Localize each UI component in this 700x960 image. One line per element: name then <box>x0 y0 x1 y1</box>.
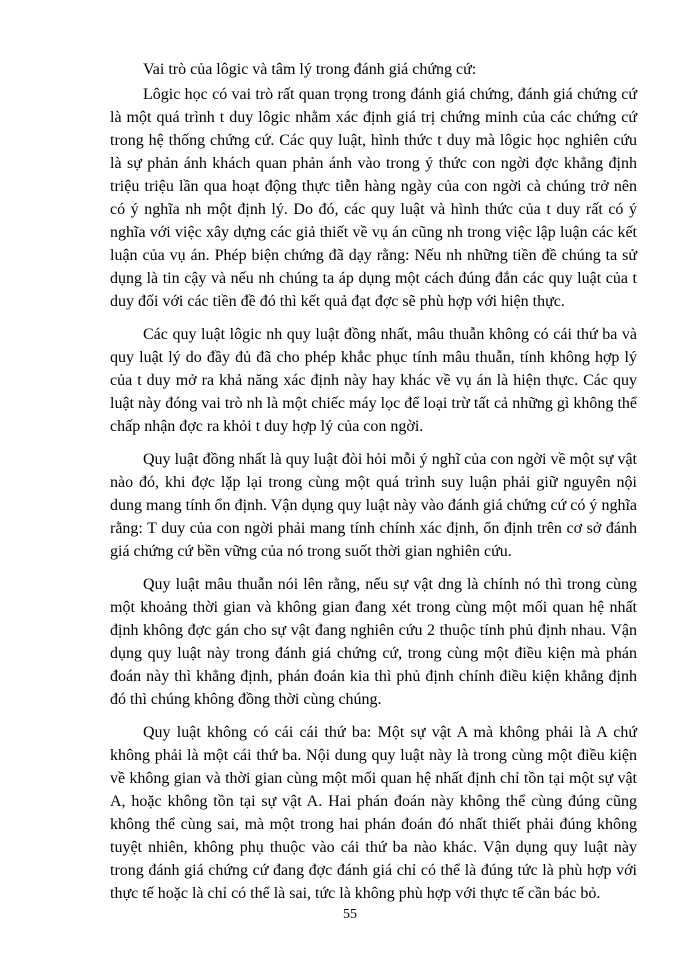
page-number: 55 <box>343 907 357 922</box>
section-heading: Vai trò của lôgic và tâm lý trong đánh giá chứng cứ: <box>143 61 477 78</box>
paragraph-logic-role: Lôgic học có vai trò rất quan trọng trong đánh giá chứng, đánh giá chứng cứ là một quá trình t duy lôgic nhằm xác định giá trị chứng minh của các chứng cứ trong hệ thống chứng cứ. Các quy luật, hình thức t duy mà lôgic học nghiên cứu là sự phản ánh khách quan phản ánh vào trong ý thức con ngời đợc khẳng định triệu triệu lần qua hoạt động thực tiễn hàng ngày của con ngời cà chúng trở nên có ý nghĩa nh một định lý. Do đó, các quy luật và hình thức của t duy rất có ý nghĩa với việc xây dựng các giả thiết về vụ án cũng nh trong việc lập luận các kết luận của vụ án. Phép biện chứng đã dạy rằng: Nếu nh những tiền đề chúng ta sử dụng là tin cậy và nếu nh chúng ta áp dụng một cách đúng đắn các quy luật của t duy đối với các tiền đề đó thì kết quả đạt đợc sẽ phù hợp với hiện thực. <box>110 86 637 310</box>
paragraph-excluded-middle-law: Quy luật không có cái cái thứ ba: Một sự vật A mà không phải là A chứ không phải là một cái thứ ba. Nội dung quy luật này là trong cùng một điều kiện về không gian và thời gian cùng một mối quan hệ nhất định chỉ tồn tại một sự vật A, hoặc không tồn tại sự vật A. Hai phán đoán này không thể cùng đúng cũng không thể cùng sai, mà một trong hai phán đoán đó nhất thiết phải đúng không tuyệt nhiên, không phụ thuộc vào cái thứ ba nào khác. Vận dụng quy luật này trong đánh giá chứng cứ đang đợc đánh giá chỉ có thể là đúng tức là phù hợp với thực tế hoặc là chỉ có thể là sai, tức là không phù hợp với thực tế cần bác bỏ. <box>110 724 637 902</box>
paragraph-logic-laws: Các quy luật lôgic nh quy luật đồng nhất, mâu thuẫn không có cái thứ ba và quy luật lý do đầy đủ đã cho phép khắc phục tính mâu thuẫn, tính không hợp lý của t duy mở ra khả năng xác định này hay khác về vụ án là hiện thực. Các quy luật này đóng vai trò nh là một chiếc máy lọc để loại trừ tất cả những gì không thể chấp nhận đợc ra khỏi t duy hợp lý của con ngời. <box>110 326 637 435</box>
paragraph-contradiction-law: Quy luật mâu thuẫn nói lên rằng, nếu sự vật dng là chính nó thì trong cùng một khoảng thời gian và không gian đang xét trong cùng một mối quan hệ nhất định không đợc gán cho sự vật đang nghiên cứu 2 thuộc tính phủ định nhau. Vận dụng quy luật này trong đánh giá chứng cứ, trong cùng một điều kiện mà phán đoán này thì khẳng định, phán đoán kia thì phủ định chính điều kiện khẳng định đó thì chúng không đồng thời cùng chúng. <box>110 576 637 708</box>
paragraph-identity-law: Quy luật đồng nhất là quy luật đòi hỏi mỗi ý nghĩ của con ngời về một sự vật nào đó, khi đợc lặp lại trong cùng một quá trình suy luận phải giữ nguyên nội dung mang tính ổn định. Vận dụng quy luật này vào đánh giá chứng cứ có ý nghĩa rằng: T duy của con ngời phải mang tính chính xác định, ổn định trên cơ sở đánh giá chứng cứ bền vững của nó trong suốt thời gian nghiên cứu. <box>110 451 637 560</box>
document-page <box>110 50 637 915</box>
